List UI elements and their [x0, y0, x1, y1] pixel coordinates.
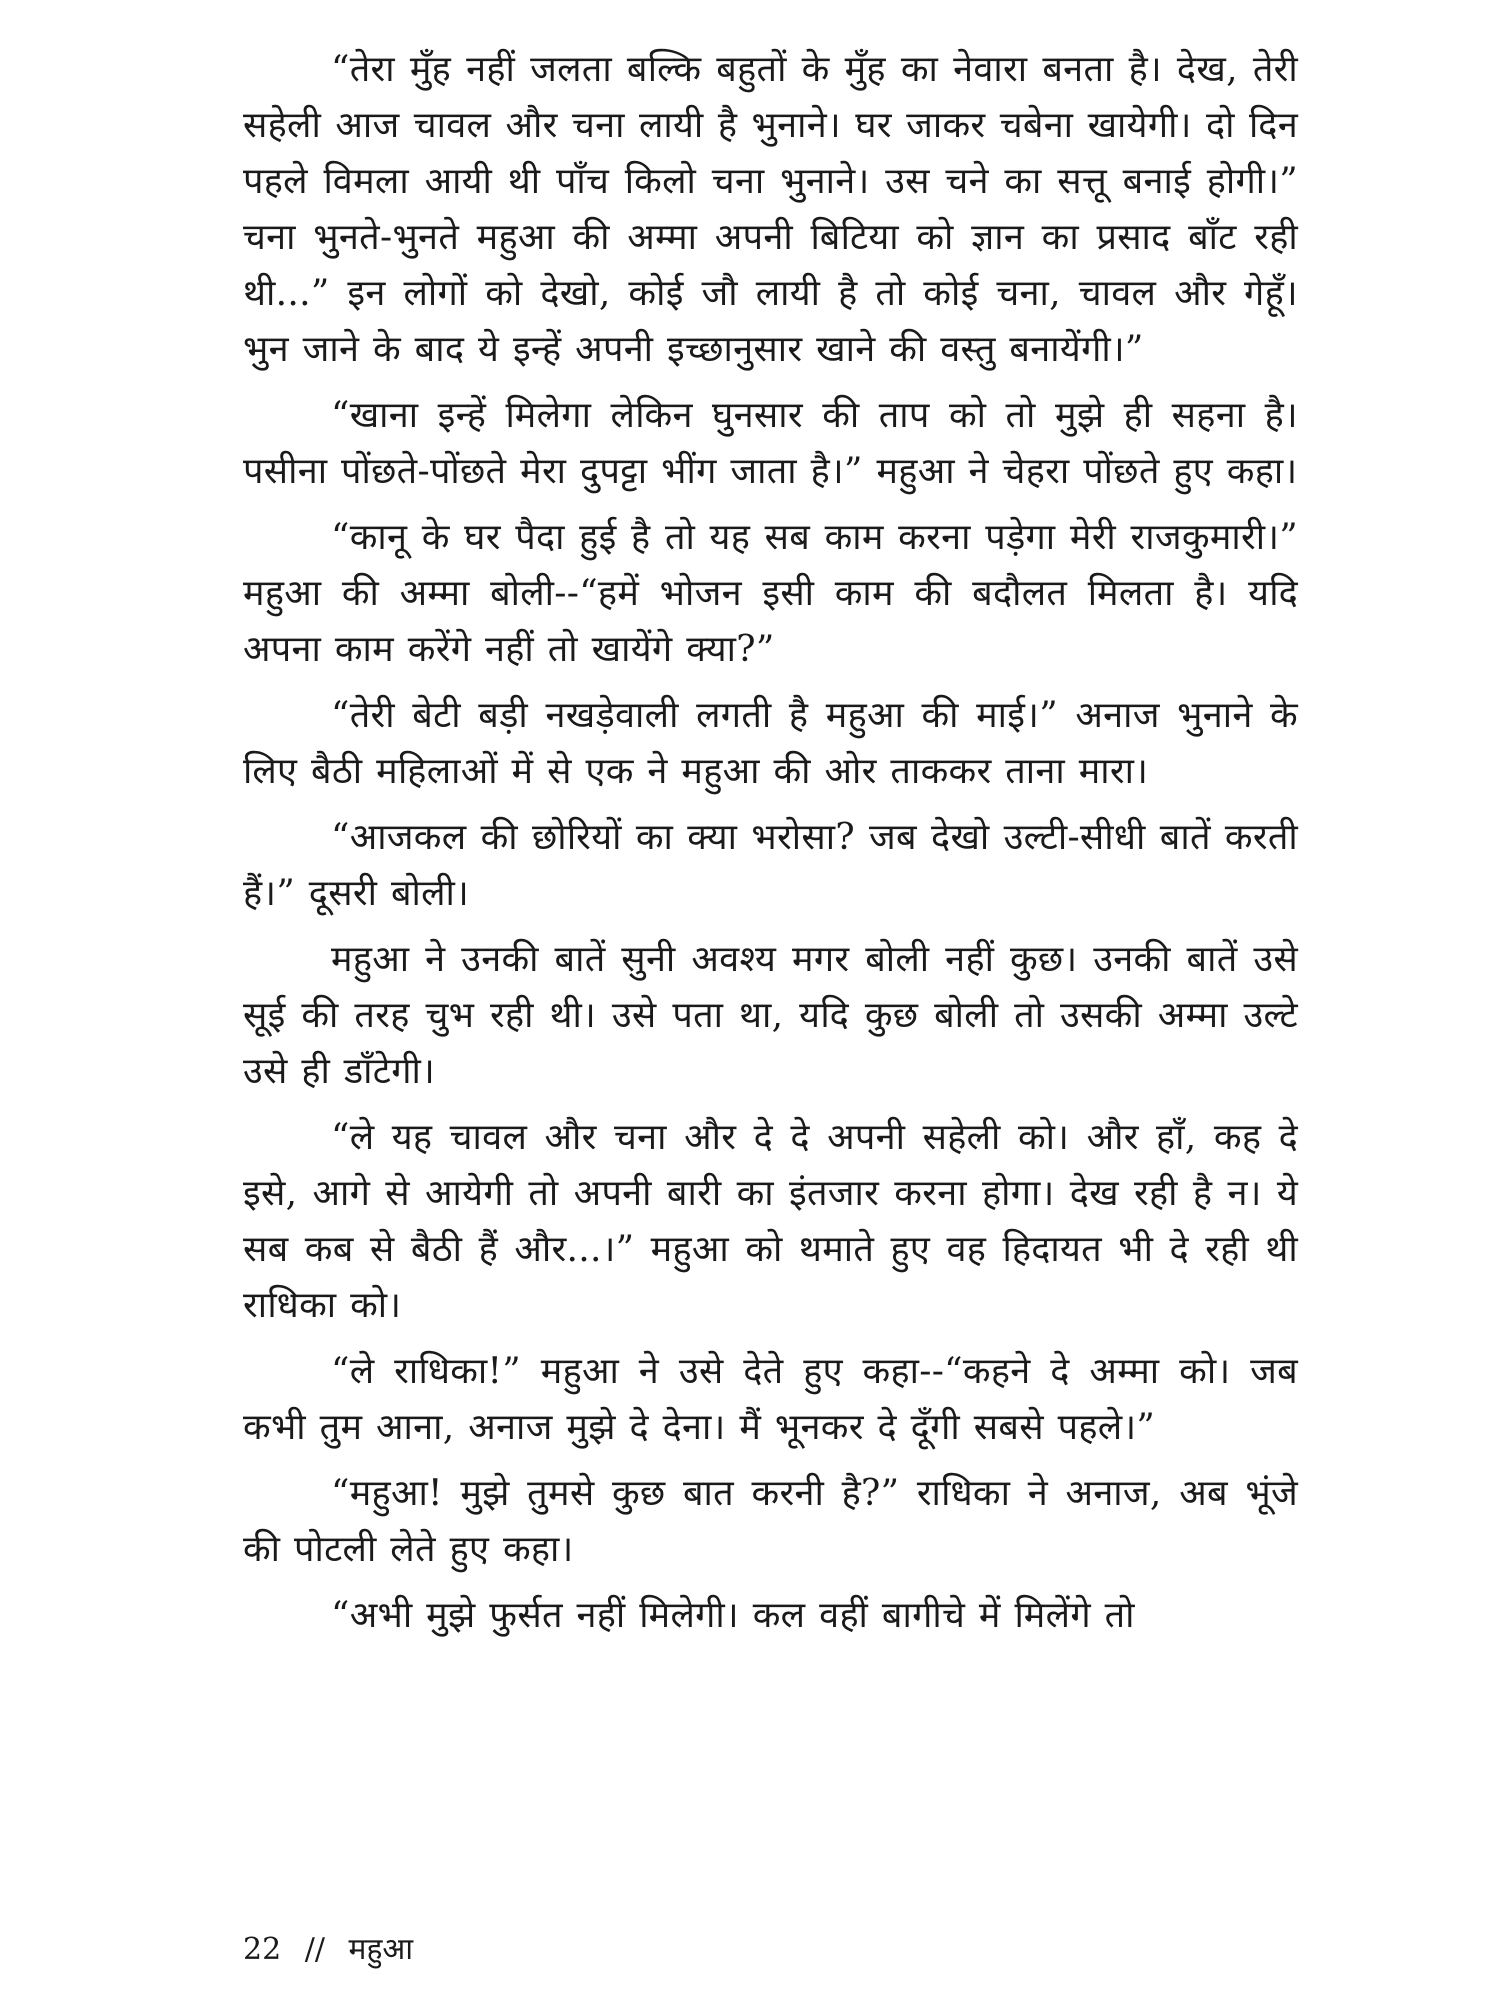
footer-separator: //: [304, 1932, 325, 1967]
page-footer: [243, 1930, 427, 1970]
paragraph: महुआ ने उनकी बातें सुनी अवश्य मगर बोली नहीं कुछ। उनकी बातें उसे सूई की तरह चुभ रही थी। उसे पता था, यदि कुछ बोली तो उसकी अम्मा उल्टे उसे ही डाँटेगी।: [243, 939, 1298, 1092]
paragraph: “खाना इन्हें मिलेगा लेकिन घुनसार की ताप को तो मुझे ही सहना है। पसीना पोंछते-पोंछते मेरा दुपट्टा भींग जाता है।” महुआ ने चेहरा पोंछते हुए कहा।: [243, 395, 1298, 492]
body-text: [243, 42, 1298, 1654]
page-number: 22: [243, 1932, 282, 1967]
paragraph: “कानू के घर पैदा हुई है तो यह सब काम करना पड़ेगा मेरी राजकुमारी।” महुआ की अम्मा बोली--“हमें भोजन इसी काम की बदौलत मिलता है। यदि अपना काम करेंगे नहीं तो खायेंगे क्या?”: [243, 517, 1298, 670]
paragraph: “महुआ! मुझे तुमसे कुछ बात करनी है?” राधिका ने अनाज, अब भूंजे की पोटली लेते हुए कहा।: [243, 1473, 1298, 1570]
paragraph: “ले राधिका!” महुआ ने उसे देते हुए कहा--“कहने दे अम्मा को। जब कभी तुम आना, अनाज मुझे दे देना। मैं भूनकर दे दूँगी सबसे पहले।”: [243, 1351, 1298, 1448]
paragraph: “तेरा मुँह नहीं जलता बल्कि बहुतों के मुँह का नेवारा बनता है। देख, तेरी सहेली आज चावल और चना लायी है भुनाने। घर जाकर चबेना खायेगी। दो दिन पहले विमला आयी थी पाँच किलो चना भुनाने। उस चने का सत्तू बनाई होगी।” चना भुनते-भुनते महुआ की अम्मा अपनी बिटिया को ज्ञान का प्रसाद बाँट रही थी...” इन लोगों को देखो, कोई जौ लायी है तो कोई चना, चावल और गेहूँ। भुन जाने के बाद ये इन्हें अपनी इच्छानुसार खाने की वस्तु बनायेंगी।”: [243, 49, 1298, 370]
book-title: महुआ: [348, 1932, 414, 1967]
paragraph: “अभी मुझे फुर्सत नहीं मिलेगी। कल वहीं बागीचे में मिलेंगे तो: [331, 1595, 1135, 1636]
paragraph: “आजकल की छोरियों का क्या भरोसा? जब देखो उल्टी-सीधी बातें करती हैं।” दूसरी बोली।: [243, 817, 1298, 914]
paragraph: “ले यह चावल और चना और दे दे अपनी सहेली को। और हाँ, कह दे इसे, आगे से आयेगी तो अपनी बारी का इंतजार करना होगा। देख रही है न। ये सब कब से बैठी हैं और...।” महुआ को थमाते हुए वह हिदायत भी दे रही थी राधिका को।: [243, 1117, 1298, 1326]
paragraph: “तेरी बेटी बड़ी नखड़ेवाली लगती है महुआ की माई।” अनाज भुनाने के लिए बैठी महिलाओं में से एक ने महुआ की ओर ताककर ताना मारा।: [243, 695, 1298, 792]
